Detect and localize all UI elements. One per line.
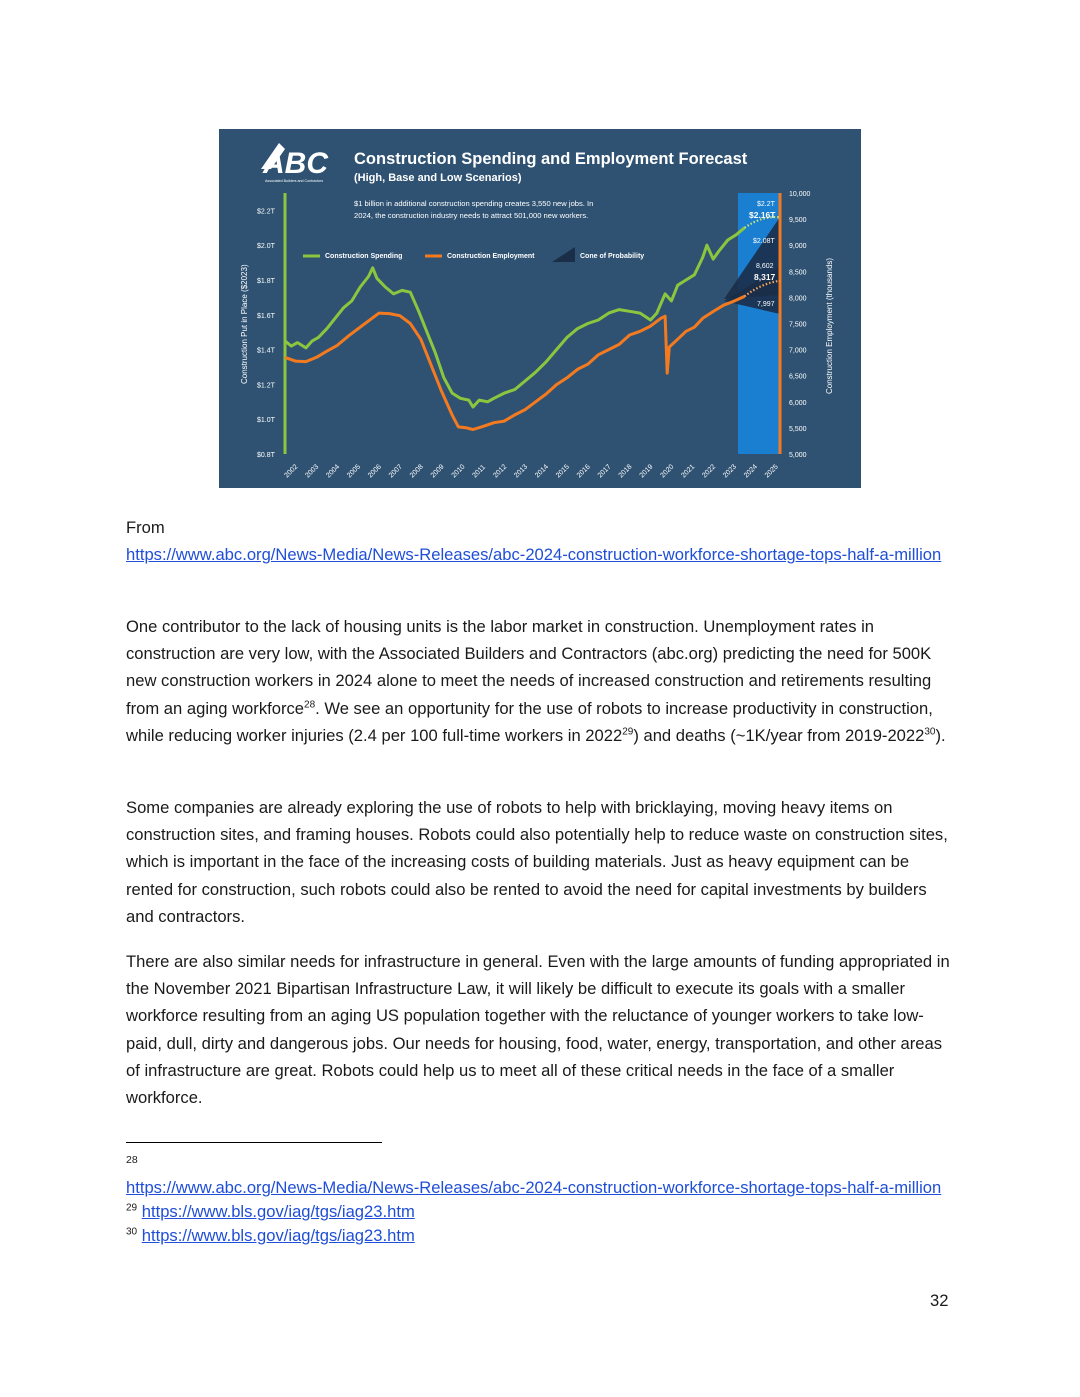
x-tick-label: 2005	[346, 463, 363, 480]
x-tick-label: 2003	[304, 463, 321, 480]
p1-text-d: ).	[935, 725, 946, 745]
page-number: 32	[930, 1291, 949, 1310]
left-tick-label: $0.8T	[257, 452, 275, 459]
p1-text-c: ) and deaths (~1K/year from 2019-2022	[633, 725, 925, 745]
footnote-29-number: 29	[126, 1202, 138, 1214]
right-tick-label: 7,000	[789, 347, 807, 355]
footnote-divider	[126, 1142, 382, 1143]
x-tick-label: 2004	[325, 463, 342, 480]
source-block	[126, 514, 956, 568]
p1-text-b: . We see an opportunity for the use of robots to increase productivity in construction, while reducing worker injuries (2.4 per 100 full-time workers in 2022	[126, 698, 933, 745]
x-tick-label: 2007	[387, 463, 404, 480]
left-tick-label: $2.2T	[257, 208, 275, 216]
right-tick-label: 8,000	[789, 295, 807, 303]
left-axis-label: Construction Put in Place ($2023)	[240, 264, 249, 384]
footnote-28-link[interactable]: https://www.abc.org/News-Media/News-Releases/abc-2024-construction-workforce-shortage-tops-half-a-million	[126, 1178, 942, 1197]
right-tick-label: 10,000	[789, 191, 811, 198]
from-label: From	[126, 518, 165, 537]
legend-spending-label: Construction Spending	[325, 253, 403, 260]
logo-subtext: Associated Builders and Contractors	[265, 179, 324, 183]
x-tick-label: 2014	[534, 463, 551, 480]
x-tick-label: 2023	[722, 463, 739, 480]
forecast-label-high-spending: $2.2T	[757, 201, 775, 208]
forecast-label-low-spending: $2.08T	[753, 238, 775, 245]
x-tick-label: 2016	[575, 463, 592, 480]
source-link[interactable]: https://www.abc.org/News-Media/News-Releases/abc-2024-construction-workforce-shortage-tops-half-a-million	[126, 545, 942, 565]
x-tick-label: 2025	[763, 463, 780, 480]
legend-cone-label: Cone of Probability	[580, 253, 645, 260]
p2-text: Some companies are already exploring the use of robots to help with bricklaying, moving heavy items on construction sites, and framing houses. Robots could also potentially help to reduce waste on construction sites, which is important in the face of the increasing costs of building materials. Just as heavy equipment can be rented for construction, such robots could also be rented to avoid the need for capital investments by builders and contractors.	[126, 798, 948, 926]
right-tick-label: 6,000	[789, 399, 807, 407]
forecast-label-base-employment: 8,317	[754, 272, 776, 282]
x-tick-label: 2018	[617, 463, 634, 480]
x-tick-label: 2011	[471, 463, 488, 480]
p1-text-a: One contributor to the lack of housing units is the labor market in construction. Unemployment rates in construction are very low, with the Associated Builders and Contractors (abc.org) predicting the need for 500K new construction workers in 2024 alone to meet the needs of increased construction and retirements resulting from an aging workforce	[126, 617, 932, 718]
footnotes	[126, 1176, 956, 1248]
left-tick-label: $1.8T	[257, 278, 275, 285]
x-tick-label: 2008	[408, 463, 425, 480]
chart-title: Construction Spending and Employment Forecast	[354, 150, 748, 168]
left-tick-label: $1.4T	[257, 347, 275, 355]
left-tick-label: $1.2T	[257, 382, 275, 390]
footnote-30-number: 30	[126, 1226, 138, 1238]
x-tick-label: 2021	[680, 463, 697, 480]
right-tick-label: 9,500	[789, 217, 807, 225]
footnote-ref-28[interactable]: 28	[304, 699, 316, 711]
abc-logo	[261, 143, 329, 183]
forecast-label-base-spending: $2.16T	[749, 210, 776, 220]
x-tick-label: 2010	[450, 463, 467, 480]
footnote-ref-30[interactable]: 30	[924, 726, 936, 738]
right-tick-label: 6,500	[789, 373, 807, 381]
right-axis-label: Construction Employment (thousands)	[825, 257, 834, 394]
right-tick-label: 5,500	[789, 425, 807, 433]
x-tick-label: 2012	[492, 463, 509, 480]
right-tick-label: 5,000	[789, 452, 807, 459]
x-tick-label: 2019	[638, 463, 655, 480]
forecast-label-high-employment: 8,602	[756, 263, 774, 270]
chart-svg	[219, 129, 861, 488]
x-tick-label: 2006	[367, 463, 383, 480]
right-tick-label: 8,500	[789, 269, 807, 277]
left-tick-label: $1.6T	[257, 312, 275, 320]
chart-annotation-line2: 2024, the construction industry needs to attract 501,000 new workers.	[354, 211, 589, 220]
chart-annotation-line1: $1 billion in additional construction spending creates 3,550 new jobs. In	[354, 199, 594, 208]
x-tick-label: 2020	[659, 463, 676, 480]
x-tick-label: 2009	[429, 463, 446, 480]
p3-text: There are also similar needs for infrastructure in general. Even with the large amounts of funding appropriated in the November 2021 Bipartisan Infrastructure Law, it will likely be difficult to execute its goals with a smaller workforce resulting from an aging US population together with the reluctance of younger workers to take low-paid, dull, dirty and dangerous jobs. Our needs for housing, food, water, energy, transportation, and other areas of infrastructure are great. Robots could help us to meet all of these critical needs in the face of a smaller workforce.	[126, 952, 950, 1108]
x-tick-label: 2013	[513, 463, 530, 480]
x-tick-label: 2022	[701, 463, 718, 480]
chart-figure	[219, 129, 861, 488]
left-tick-label: $1.0T	[257, 417, 275, 425]
footnote-28-number: 28	[126, 1154, 138, 1166]
x-tick-label: 2015	[554, 463, 571, 480]
x-tick-label: 2002	[283, 463, 300, 480]
paragraph-labor-market	[126, 613, 956, 749]
right-tick-label: 9,000	[789, 243, 807, 251]
forecast-label-low-employment: 7,997	[757, 301, 775, 308]
right-tick-label: 7,500	[789, 321, 807, 329]
x-tick-label: 2017	[596, 463, 613, 480]
footnote-29-link[interactable]: https://www.bls.gov/iag/tgs/iag23.htm	[141, 1202, 415, 1221]
logo-text: ABC	[263, 147, 328, 180]
left-tick-label: $2.0T	[257, 243, 275, 251]
footnote-ref-29[interactable]: 29	[622, 726, 634, 738]
footnote-30-link[interactable]: https://www.bls.gov/iag/tgs/iag23.htm	[141, 1226, 415, 1245]
paragraph-robots-construction	[126, 794, 956, 930]
paragraph-infrastructure	[126, 948, 956, 1111]
x-tick-label: 2024	[742, 463, 759, 480]
chart-subtitle: (High, Base and Low Scenarios)	[354, 172, 522, 184]
legend-employment-label: Construction Employment	[447, 253, 535, 260]
